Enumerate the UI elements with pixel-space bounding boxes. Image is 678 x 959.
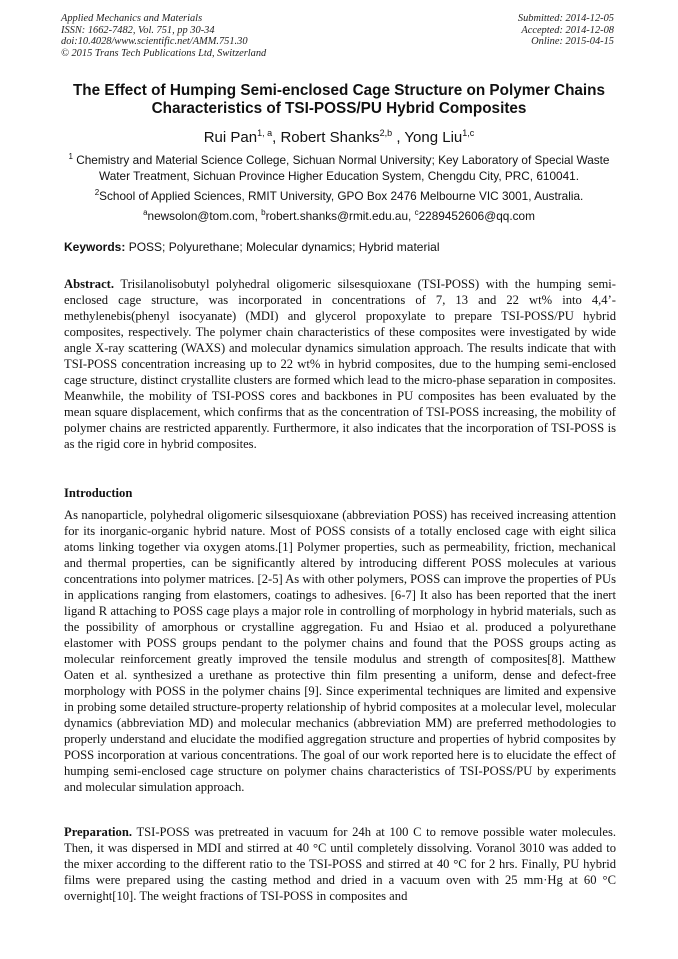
email-address: 2289452606@qq.com bbox=[418, 209, 535, 223]
abstract-label: Abstract. bbox=[64, 277, 115, 291]
email-mark: b bbox=[261, 208, 266, 217]
keywords-text: POSS; Polyurethane; Molecular dynamics; Hybrid material bbox=[125, 240, 440, 254]
keywords bbox=[64, 239, 616, 255]
doi-line: doi:10.4028/www.scientific.net/AMM.751.30 bbox=[61, 36, 248, 47]
author-name: Robert Shanks bbox=[280, 129, 380, 146]
online-date: Online: 2015-04-15 bbox=[531, 36, 614, 47]
issn-line: ISSN: 1662-7482, Vol. 751, pp 30-34 bbox=[61, 24, 215, 36]
author-name: Yong Liu bbox=[404, 129, 463, 146]
email-mark: c bbox=[414, 208, 419, 217]
affiliation-mark: 2 bbox=[94, 188, 100, 197]
introduction-heading: Introduction bbox=[64, 486, 133, 500]
copyright-line: © 2015 Trans Tech Publications Ltd, Switzerland bbox=[61, 47, 267, 59]
email-address: newsolon@tom.com, bbox=[147, 209, 262, 223]
author-affiliation-mark: 1,c bbox=[462, 128, 475, 138]
author-affiliation-mark: 2,b bbox=[379, 128, 393, 138]
email-address: robert.shanks@rmit.edu.au, bbox=[265, 209, 415, 223]
affiliation-1 bbox=[58, 149, 620, 184]
affiliation-text: Chemistry and Material Science College, Sichuan Normal University; Key Laboratory of Special Waste Water Treatment, Sichuan Province Higher Education System, Chengdu City, PRC, 610041. bbox=[76, 153, 610, 183]
introduction-text: As nanoparticle, polyhedral oligomeric silsesquioxane (abbreviation POSS) has received increasing attention for its inorganic-organic hybrid nature. Most of POSS consists of a totally enclosed cage with eight silica atoms linking together via oxygen atoms.[1] Polymer properties, such as permeability, friction, mechanical and thermal properties, can be significantly altered by introducing different POSS molecules at various concentrations into polymer matrices. [2-5] As with other polymers, POSS can improve the properties of PUs in applications ranging from elastomers, coatings to adhesives. [6-7] It also has been reported that the inert ligand R attaching to POSS cage plays a major role in controlling of morphology in hybrid materials, such as the possibility of amorphous or crystalline aggregation. Fu and Hsiao et al. produced a polyurethane elastomer with POSS groups pendant to the polymer chains and found that the POSS groups acting as molecular reinforcement greatly improved the tensile modulus and strength of composites[8]. Matthew Oaten et al. synthesized a urethane as protective thin film presenting a uniform, dense and defect-free morphology with POSS in the polymer chains [9]. Since experimental techniques are limited and expensive in probing some detailed structure-property relationship of hybrid composites at a molecular level, molecular dynamics (abbreviation MD) and molecular mechanics (abbreviation MM) are preferred methodologies to properly understand and elucidate the modified aggregation structure and properties of hybrid composites by POSS incorporation at various concentrations. The goal of our work reported here is to elucidate the effect of humping semi-enclosed cage structure on polymer chains characteristics of TSI-POSS/PU by experiments and molecular simulation approach. bbox=[64, 508, 616, 794]
abstract-text: Trisilanolisobutyl polyhedral oligomeric silsesquioxane (TSI-POSS) with the humping semi-enclosed cage structure, was incorporated in concentrations of 7, 13 and 22 wt% into 4,4’-methylenebis(phenyl isocyanate) (MDI) and glycerol propoxylate to prepare TSI-POSS/PU hybrid composites, respectively. The polymer chain characteristics of these composites were investigated by wide angle X-ray scattering (WAXS) and molecular dynamics simulation approach. The results indicate that with TSI-POSS concentration increasing up to 22 wt% in hybrid composites, due to the humping semi-enclosed cage structure, distinct crystallite clusters are formed which lead to the micro-phase separation in composites. Meanwhile, the mobility of TSI-POSS cores and backbones in PU composites has been evaluated by the mean square displacement, which confirms that as the concentration of TSI-POSS increasing, the mobility of polymer chains are restricted apparently. Furthermore, it also indicates that the incorporation of TSI-POSS is as the rigid core in hybrid composites. bbox=[64, 277, 616, 451]
preparation-paragraph bbox=[64, 824, 616, 904]
keywords-label: Keywords: bbox=[64, 240, 126, 254]
author-separator: , bbox=[272, 129, 281, 146]
accepted-date: Accepted: 2014-12-08 bbox=[521, 24, 614, 36]
author-name: Rui Pan bbox=[203, 129, 258, 146]
email-list bbox=[58, 205, 620, 225]
journal-name: Applied Mechanics and Materials bbox=[61, 13, 203, 24]
email-mark: a bbox=[143, 208, 148, 217]
dates-info bbox=[414, 13, 614, 48]
preparation-label: Preparation. bbox=[64, 825, 132, 839]
submitted-date: Submitted: 2014-12-05 bbox=[517, 13, 614, 24]
affiliation-mark: 1 bbox=[68, 152, 73, 161]
author-affiliation-mark: 1, a bbox=[257, 128, 273, 138]
preparation-text: TSI-POSS was pretreated in vacuum for 24h at 100 C to remove possible water molecules. Then, it was dispersed in MDI and stirred at 40 °C until completely dissolving. Voranol 3010 was added to the mixer according to the different ratio to the TSI-POSS and stirred at 40 °C for 2 hrs. Finally, PU hybrid films were prepared using the casting method and dried in a vacuum oven with 25 mm·Hg at 60 °C overnight[10]. The weight fractions of TSI-POSS in composites and bbox=[64, 825, 616, 903]
author-separator: , bbox=[392, 129, 405, 146]
journal-info bbox=[61, 13, 361, 59]
abstract bbox=[64, 276, 616, 452]
author-list bbox=[40, 124, 638, 147]
affiliation-text: School of Applied Sciences, RMIT University, GPO Box 2476 Melbourne VIC 3001, Australia. bbox=[99, 189, 584, 203]
affiliation-2 bbox=[58, 185, 620, 205]
paper-title: The Effect of Humping Semi-enclosed Cage Structure on Polymer Chains Characteristics of TSI-POSS/PU Hybrid Composites bbox=[72, 82, 606, 117]
